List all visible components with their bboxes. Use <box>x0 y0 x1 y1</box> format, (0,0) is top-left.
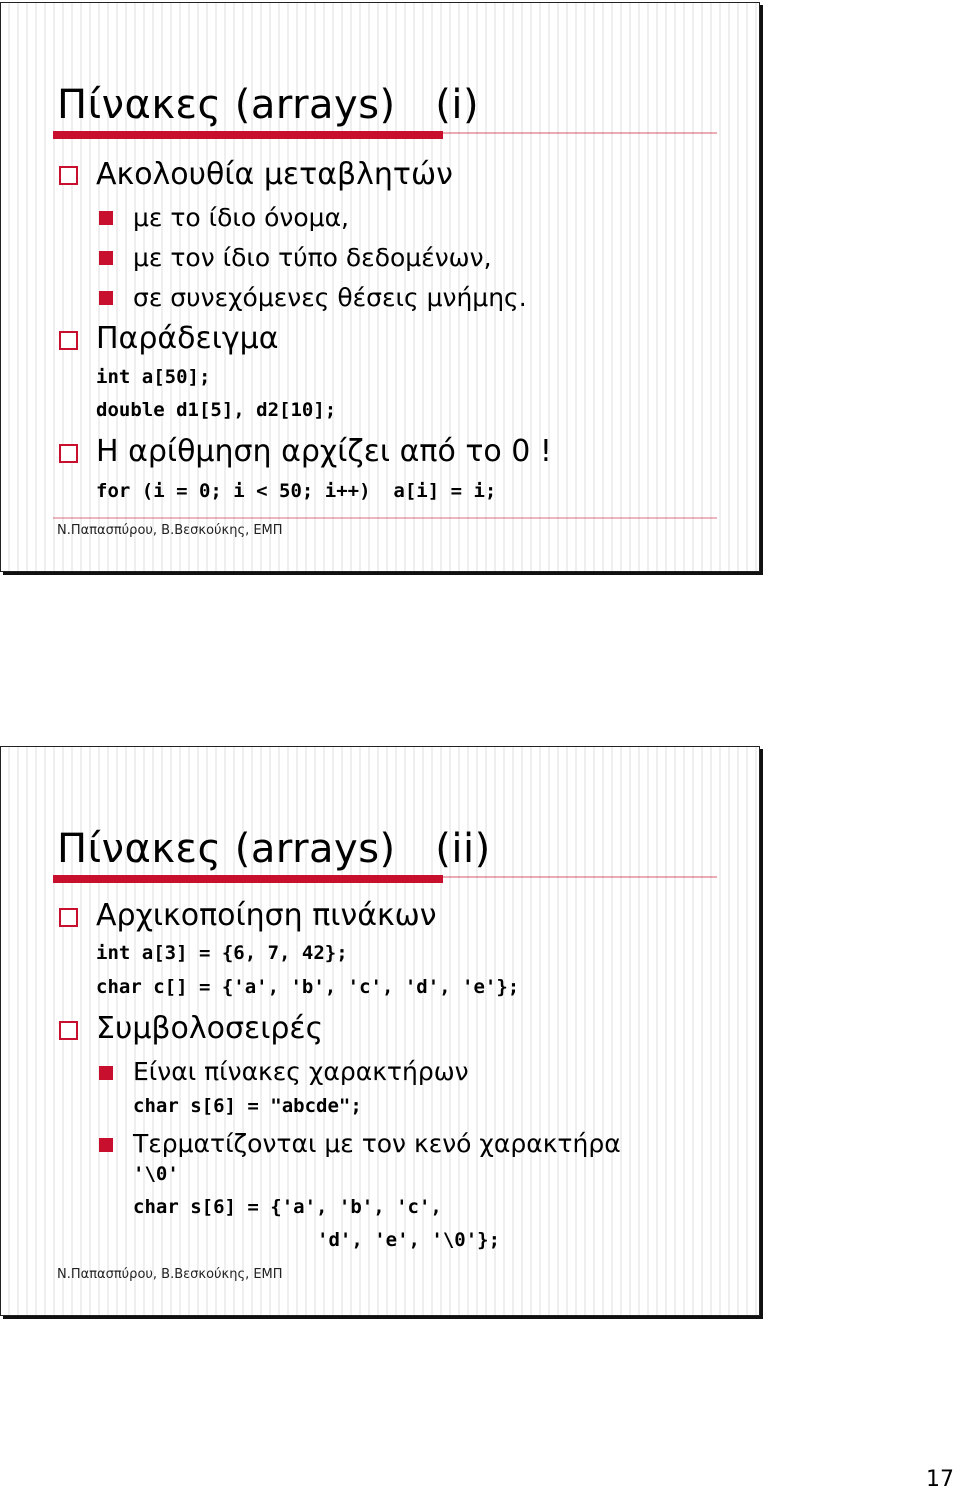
hollow-square-bullet-icon <box>59 166 78 185</box>
page-number: 17 <box>926 1467 954 1492</box>
code-line: 'd', 'e', '\0'}; <box>317 1229 501 1251</box>
code-line: for (i = 0; i < 50; i++) a[i] = i; <box>96 480 497 502</box>
title-underline <box>53 875 443 883</box>
code-line: double d1[5], d2[10]; <box>96 399 337 421</box>
hollow-square-bullet-icon <box>59 444 78 463</box>
filled-square-bullet-icon <box>99 1066 113 1080</box>
sub-bullet-text: με τον ίδιο τύπο δεδομένων, <box>133 243 492 272</box>
title-underline <box>53 131 443 139</box>
code-line: char s[6] = "abcde"; <box>133 1095 362 1117</box>
hollow-square-bullet-icon <box>59 331 78 350</box>
slide-footer: Ν.Παπασπύρου, Β.Βεσκούκης, ΕΜΠ <box>57 1267 283 1282</box>
code-line: int a[50]; <box>96 366 211 388</box>
bullet-text: Συμβολοσειρές <box>96 1011 324 1046</box>
bullet-text: Ακολουθία μεταβλητών <box>96 157 453 192</box>
filled-square-bullet-icon <box>99 1138 113 1152</box>
code-line: '\0' <box>133 1163 179 1185</box>
code-line: char s[6] = {'a', 'b', 'c', <box>133 1196 442 1218</box>
bullet-text: Παράδειγμα <box>96 321 279 356</box>
filled-square-bullet-icon <box>99 291 113 305</box>
code-line: int a[3] = {6, 7, 42}; <box>96 942 348 964</box>
bullet-text: Αρχικοποίηση πινάκων <box>96 898 437 933</box>
filled-square-bullet-icon <box>99 211 113 225</box>
slide-title: Πίνακες (arrays) (i) <box>57 82 480 128</box>
filled-square-bullet-icon <box>99 251 113 265</box>
slide-1 <box>0 2 760 572</box>
footer-rule <box>53 517 717 519</box>
slide-2 <box>0 746 760 1316</box>
slide-title: Πίνακες (arrays) (ii) <box>57 826 491 872</box>
slide-footer: Ν.Παπασπύρου, Β.Βεσκούκης, ΕΜΠ <box>57 523 283 538</box>
sub-bullet-text: σε συνεχόμενες θέσεις μνήμης. <box>133 283 527 312</box>
title-rule <box>443 132 717 134</box>
sub-bullet-text: Είναι πίνακες χαρακτήρων <box>133 1057 469 1086</box>
bullet-text: Η αρίθμηση αρχίζει από το 0 ! <box>96 434 552 469</box>
sub-bullet-text: Τερματίζονται με τον κενό χαρακτήρα <box>133 1129 621 1158</box>
title-rule <box>443 876 717 878</box>
hollow-square-bullet-icon <box>59 908 78 927</box>
hollow-square-bullet-icon <box>59 1021 78 1040</box>
sub-bullet-text: με το ίδιο όνομα, <box>133 203 350 232</box>
code-line: char c[] = {'a', 'b', 'c', 'd', 'e'}; <box>96 976 520 998</box>
